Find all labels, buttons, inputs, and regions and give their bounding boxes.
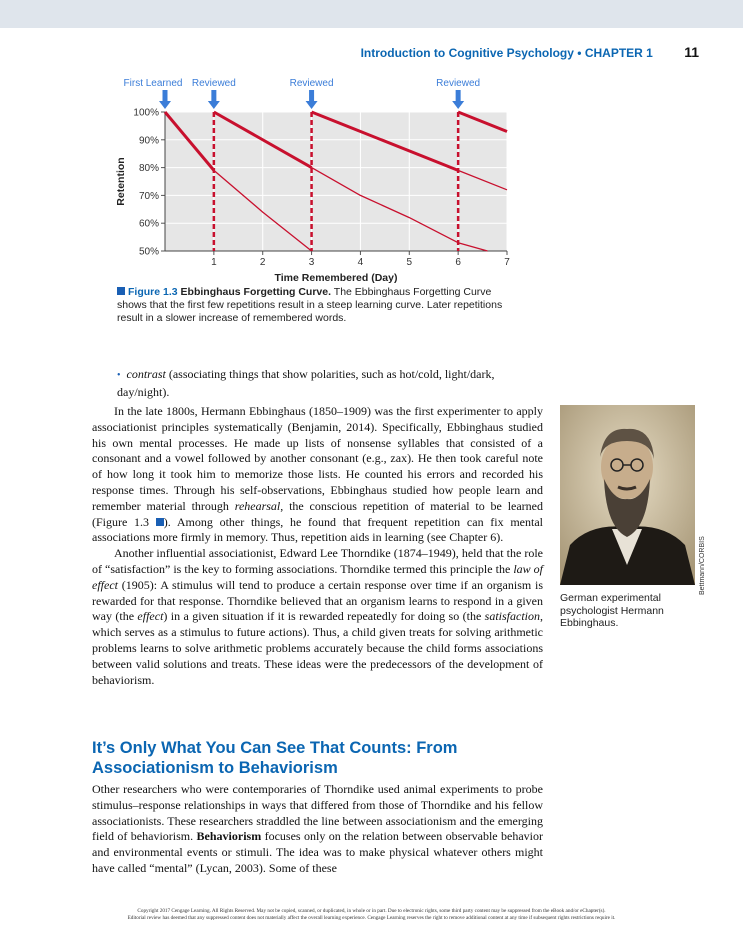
header-chapter: CHAPTER 1 <box>584 46 653 60</box>
footer-line-2: Editorial review has deemed that any suppressed content does not materially affect the overall learning experience. Cengage Learning reserves the right to remove additional content at any time if subsequent rights restrictions require it. <box>127 915 616 921</box>
para1-c: ). Among other things, he found that frequent repetition can fix mental associations more firmly in memory. Thus, repetition aids in learning (see Chapter 6). <box>92 514 543 545</box>
section-heading: It’s Only What You Can See That Counts: From Associationism to Behaviorism <box>92 739 458 777</box>
portrait-image <box>560 405 695 585</box>
x-axis-label: Time Remembered (Day) <box>274 272 398 284</box>
paragraph-thorndike <box>92 546 543 688</box>
annotation-label: First Learned <box>123 78 183 89</box>
paragraph-behaviorism <box>92 782 543 877</box>
annotation-label: Reviewed <box>289 78 334 89</box>
y-axis-label: Retention <box>115 157 127 206</box>
y-tick-label: 50% <box>138 246 159 258</box>
para2-em2: effect <box>137 609 164 624</box>
annotation-arrow-shaft <box>309 90 314 102</box>
figure-caption <box>117 286 517 325</box>
bullet-icon: • <box>117 370 121 381</box>
para2-b: (1905): A stimulus will tend to produce a certain response over time if an organism is rewarded for that response. Thorndike believed that an organism learns to respond in a given way (the <box>92 577 543 624</box>
figure-marker-icon <box>117 287 125 295</box>
annotation-arrow-head <box>452 101 464 109</box>
annotation-arrow-head <box>306 101 318 109</box>
forgetting-curve-chart <box>110 72 530 287</box>
y-tick-label: 90% <box>138 135 159 147</box>
x-tick-label: 1 <box>211 257 217 268</box>
footer-line-1: Copyright 2017 Cengage Learning. All Rights Reserved. May not be copied, scanned, or duplicated, in whole or in part. Due to electronic rights, some third party content may be suppressed from the eBook and/or eChapter(s). <box>137 908 606 914</box>
para2-em3: satisfaction <box>484 609 540 624</box>
x-tick-label: 2 <box>259 257 266 268</box>
annotation-arrow-shaft <box>456 90 461 102</box>
bullet-term: contrast <box>126 367 166 381</box>
x-tick-label: 3 <box>308 257 315 268</box>
y-tick-label: 70% <box>138 190 159 202</box>
figure-ref-icon <box>156 518 164 526</box>
bullet-text: (associating things that show polarities, such as hot/cold, light/dark, day/night). <box>117 367 495 399</box>
annotation-label: Reviewed <box>436 78 481 89</box>
header-separator: • <box>577 46 582 60</box>
annotation-label: Reviewed <box>191 78 236 89</box>
chart-svg <box>110 72 530 287</box>
para1-em: rehearsal <box>234 498 281 513</box>
photo-caption: German experimental psychologist Hermann Ebbinghaus. <box>560 592 664 629</box>
header-title: Introduction to Cognitive Psychology <box>360 46 574 60</box>
top-band <box>0 0 743 28</box>
page-number: 11 <box>684 44 699 60</box>
para2-em1: law of effect <box>92 561 544 592</box>
para1-b: , the conscious repetition of material to be learned (Figure 1.3 <box>92 498 544 529</box>
figure-label: Figure 1.3 <box>128 286 178 298</box>
para2-c: ) in a given situation if it is rewarded repeatedly for doing so (the <box>163 609 485 624</box>
annotation-arrow-head <box>159 101 171 109</box>
annotation-arrow-shaft <box>163 90 168 102</box>
annotation-arrow-shaft <box>211 90 216 102</box>
para2-a: Another influential associationist, Edward Lee Thorndike (1874–1949), held that the role of “satisfaction” is the key to forming associations. Thorndike termed this principle the <box>92 546 543 576</box>
running-header <box>361 44 699 60</box>
y-tick-label: 100% <box>133 107 159 119</box>
x-tick-label: 4 <box>357 257 364 268</box>
para3-b: focuses only on the relation between observable behavior and environmental events or stimuli. The idea was to make physical whatever others might have called “mental” (Lycan, 2003). Some of these <box>92 829 544 875</box>
annotation-arrow-head <box>208 101 220 109</box>
copyright-footer <box>40 908 703 922</box>
body-text-2 <box>92 782 543 877</box>
photo-credit: Bettmann/CORBIS <box>699 536 706 595</box>
figure-title: Ebbinghaus Forgetting Curve. <box>180 286 332 298</box>
bullet-item <box>117 366 537 400</box>
para3-a: Other researchers who were contemporaries of Thorndike used animal experiments to probe stimulus–response relationships in ways that differed from those of Thorndike and his fellow associationists. These researchers straddled the line between associationism and the emerging field of behaviorism. <box>92 782 543 844</box>
para1-a: In the late 1800s, Hermann Ebbinghaus (1850–1909) was the first experimenter to apply associationist principles systematically (Benjamin, 2014). Specifically, Ebbinghaus studied his own mental processes. He made up lists of nonsense syllables that consisted of a consonant and a vowel followed by another consonant (e.g., zax). He then took careful note of how long it took him to memorize those lists. He counted his errors and recorded his response times. Through his self-observations, Ebbinghaus studied how people learn and remember material through <box>92 404 543 513</box>
para2-d: , which serves as a stimulus to future actions). Thus, a child given treats for solving arithmetic problems learns to solve arithmetic problems accurately because the child forms associations between valid solutions and treats. These ideas were the predecessors of the development of behaviorism. <box>92 609 543 687</box>
x-tick-label: 5 <box>406 257 413 268</box>
x-tick-label: 7 <box>504 257 510 268</box>
y-tick-label: 80% <box>138 163 159 175</box>
figure-caption-text: The Ebbinghaus Forgetting Curve shows that the first few repetitions result in a steep learning curve. Later repetitions result in a slower increase of remembered words. <box>117 286 503 324</box>
behaviorism-term: Behaviorism <box>196 829 262 844</box>
ebbinghaus-portrait <box>560 405 695 585</box>
paragraph-ebbinghaus <box>92 404 543 546</box>
x-tick-label: 6 <box>455 257 461 268</box>
y-tick-label: 60% <box>138 218 159 230</box>
body-text-1 <box>92 404 543 688</box>
